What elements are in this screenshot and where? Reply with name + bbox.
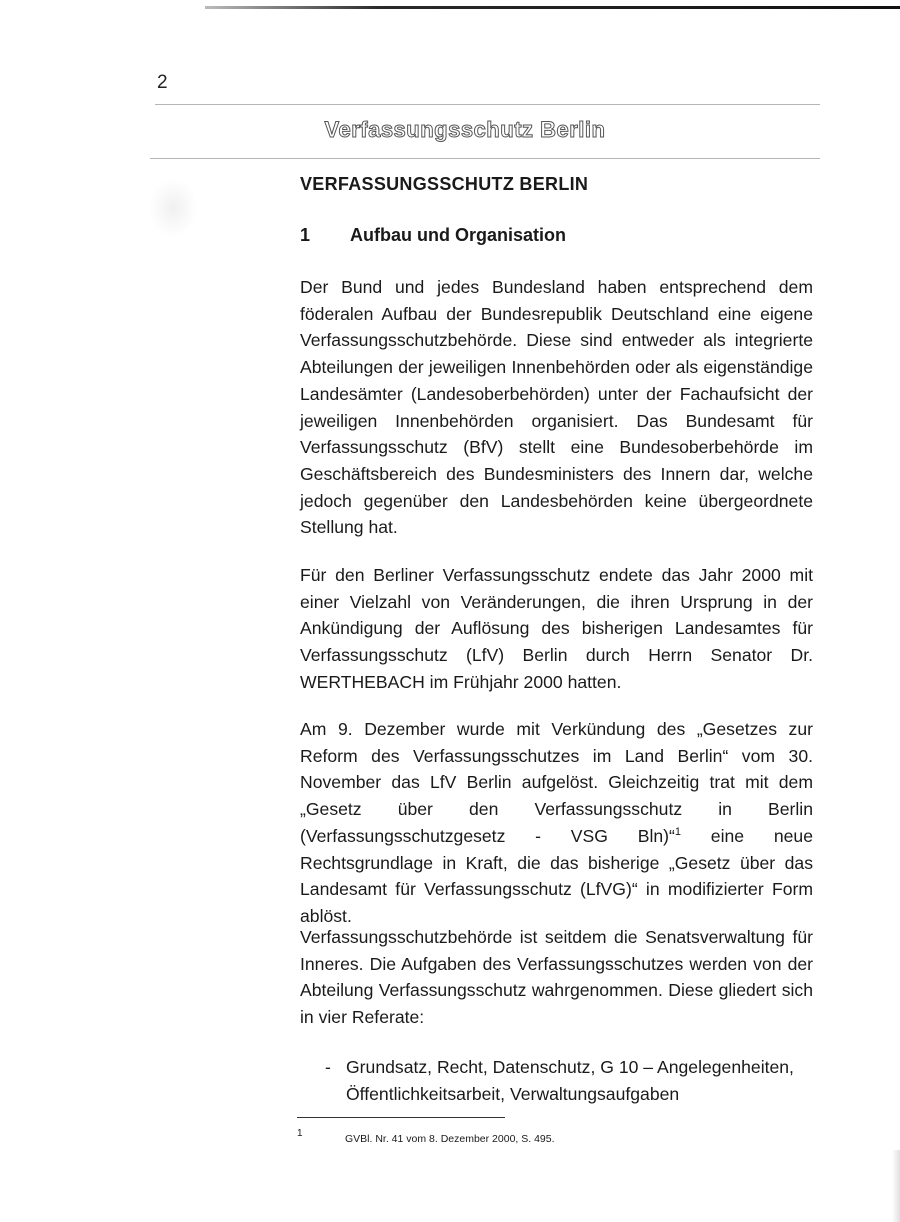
header-rule-top: [155, 104, 820, 105]
scan-top-rule: [205, 6, 900, 9]
section-title: Aufbau und Organisation: [350, 225, 566, 245]
paragraph-new-law: [300, 716, 813, 930]
scan-smudge: [148, 178, 198, 238]
footnote-number: 1: [297, 1128, 303, 1139]
page-number: 2: [157, 72, 168, 93]
document-title: VERFASSUNGSSCHUTZ BERLIN: [300, 174, 589, 194]
paragraph-year-2000-changes: Für den Berliner Verfassungsschutz endete das Jahr 2000 mit einer Vielzahl von Veränderungen, die ihren Ursprung in der Ankündigung der Auflösung des bisherigen Landesamtes für Verfassungsschutz (LfV) Berlin durch Herrn Senator Dr. WERTHEBACH im Frühjahr 2000 hatten.: [300, 565, 813, 692]
list-item-text: Grundsatz, Recht, Datenschutz, G 10 – Angelegenheiten, Öffentlichkeitsarbeit, Verwaltungsaufgaben: [346, 1057, 794, 1104]
paragraph-new-law-text-b: eine neue Rechtsgrundlage in Kraft, die das bisherige „Gesetz über das Landesamt für Verfassungsschutz (LfVG)“ in modifizierter Form ablöst.: [300, 825, 813, 926]
header-rule-bottom: [150, 158, 820, 159]
paragraph-senate-administration: Verfassungsschutzbehörde ist seitdem die Senatsverwaltung für Inneres. Die Aufgaben des Verfassungsschutzes werden von der Abteilung Verfassungsschutz wahrgenommen. Diese gliedert sich in vier Referate:: [300, 927, 813, 1028]
footnote-reference[interactable]: 1: [674, 825, 682, 838]
footnote-text: GVBl. Nr. 41 vom 8. Dezember 2000, S. 495.: [345, 1133, 555, 1145]
paragraph-new-law-text-a: Am 9. Dezember wurde mit Verkündung des „Gesetzes zur Reform des Verfassungsschutzes im Land Berlin“ vom 30. November das LfV Berlin aufgelöst. Gleichzeitig trat mit dem „Gesetz über den Verfassungsschutz in Berlin (Verfassungsschutzgesetz - VSG Bln)“: [300, 719, 813, 846]
running-header: Verfassungsschutz Berlin: [324, 117, 606, 142]
list-item: [325, 1054, 825, 1107]
scan-edge-shadow: [892, 1150, 900, 1222]
paragraph-federal-structure: Der Bund und jedes Bundesland haben entsprechend dem föderalen Aufbau der Bundesrepublik Deutschland eine eigene Verfassungsschutzbehörde. Diese sind entweder als integrierte Abteilungen der jeweiligen Innenbehörden oder als eigenständige Landesämter (Landesoberbehörden) unter der Fachaufsicht der jeweiligen Innenbehörden organisiert. Das Bundesamt für Verfassungsschutz (BfV) stellt eine Bundesoberbehörde im Geschäftsbereich des Bundesministers des Innern dar, welche jedoch gegenüber den Landesbehörden keine übergeordnete Stellung hat.: [300, 277, 813, 538]
footnote-separator: [297, 1117, 505, 1118]
list-bullet: -: [325, 1057, 331, 1077]
section-number: 1: [300, 225, 311, 245]
